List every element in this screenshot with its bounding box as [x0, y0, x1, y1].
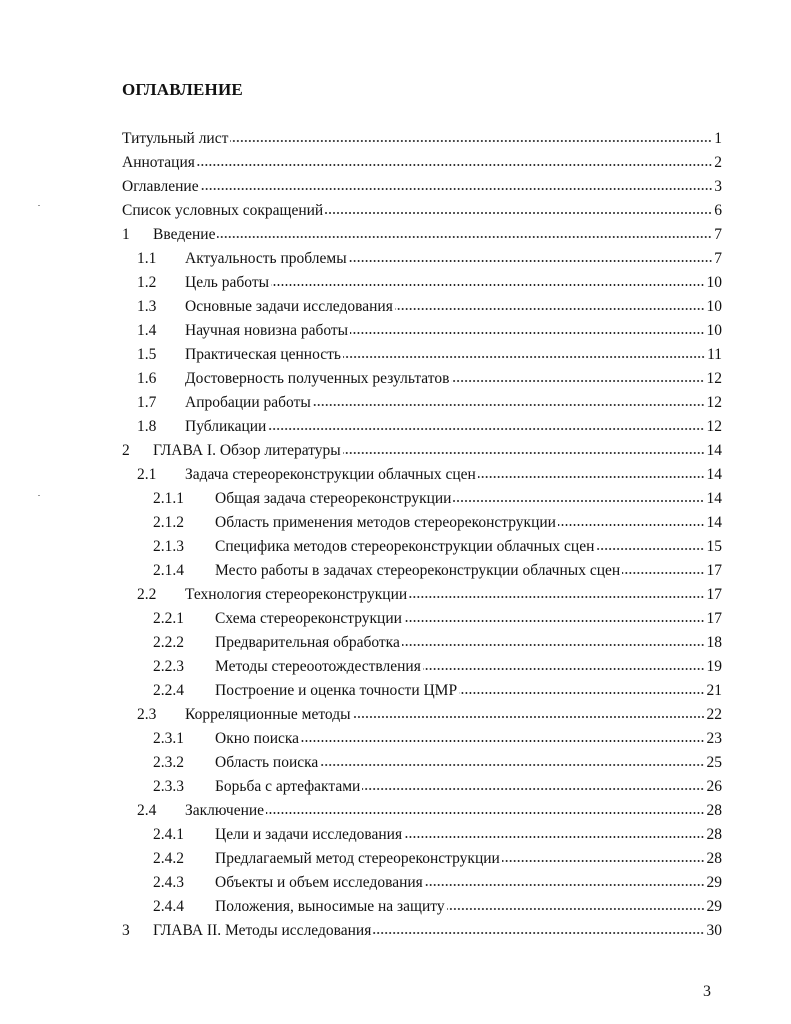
dotted-leader: [447, 908, 705, 910]
dotted-leader: [343, 452, 705, 454]
toc-entry-number: 2.3.3: [153, 778, 184, 795]
toc-entry-title: Борьба с артефактами: [215, 778, 361, 795]
toc-entry-number: 1.2: [137, 274, 157, 291]
toc-entry-number: 2.1: [137, 466, 157, 483]
dotted-leader: [350, 332, 704, 334]
toc-entry-title: Положения, выносимые на защиту: [215, 898, 445, 915]
toc-entry: [122, 151, 722, 175]
toc-entry-title: Введение: [153, 226, 216, 243]
toc-entry: [122, 535, 722, 559]
toc-entry: [122, 847, 722, 871]
toc-entry-number: 2.1.3: [153, 538, 184, 555]
dotted-leader: [325, 212, 712, 214]
dotted-leader: [197, 164, 712, 166]
toc-entry-title: Технология стереореконструкции: [185, 586, 408, 603]
toc-entry-page: 25: [706, 754, 722, 771]
toc-entry-title: Методы стереоотождествления: [215, 658, 421, 675]
toc-entry-title: Актуальность проблемы: [185, 250, 347, 267]
toc-entry-page: 15: [706, 538, 722, 555]
toc-entry-number: 2.4.3: [153, 874, 184, 891]
toc-entry-number: 1: [122, 226, 130, 243]
toc-entry-title: Предлагаемый метод стереореконструкции: [215, 850, 500, 867]
toc-entry: [122, 823, 722, 847]
toc-entry-number: 1.8: [137, 418, 157, 435]
toc-entry: [122, 391, 722, 415]
toc-entry: [122, 415, 722, 439]
dotted-leader: [266, 812, 704, 814]
toc-entry-page: 28: [706, 850, 722, 867]
toc-entry-page: 14: [706, 490, 722, 507]
dotted-leader: [622, 572, 704, 574]
toc-entry-page: 14: [706, 514, 722, 531]
toc-entry-page: 17: [706, 610, 722, 627]
scan-speck: [38, 495, 40, 496]
toc-entry: [122, 127, 722, 151]
toc-entry-title: Место работы в задачах стереореконструкции облачных сцен: [215, 562, 621, 579]
toc-entry-title: Достоверность полученных результатов: [185, 370, 450, 387]
toc-entry: [122, 919, 722, 943]
toc-entry-page: 17: [706, 586, 722, 603]
toc-entry-title: Объекты и объем исследования: [215, 874, 423, 891]
dotted-leader: [268, 428, 704, 430]
dotted-leader: [478, 476, 705, 478]
toc-entry: [122, 247, 722, 271]
dotted-leader: [320, 764, 704, 766]
toc-entry: [122, 607, 722, 631]
toc-entry-page: 14: [706, 466, 722, 483]
dotted-leader: [217, 236, 712, 238]
dotted-leader: [453, 500, 704, 502]
dotted-leader: [409, 596, 704, 598]
toc-entry: [122, 271, 722, 295]
toc-entry-page: 14: [706, 442, 722, 459]
toc-entry: [122, 223, 722, 247]
toc-entry-title: Окно поиска: [215, 730, 300, 747]
dotted-leader: [395, 308, 705, 310]
dotted-leader: [402, 644, 705, 646]
toc-entry: [122, 199, 722, 223]
toc-entry-number: 3: [122, 922, 130, 939]
toc-entry-title: Практическая ценность: [185, 346, 341, 363]
toc-entry-number: 1.7: [137, 394, 157, 411]
toc-entry: [122, 751, 722, 775]
dotted-leader: [596, 548, 704, 550]
toc-entry: [122, 367, 722, 391]
toc-entry-number: 2.2.2: [153, 634, 184, 651]
toc-entry: [122, 871, 722, 895]
dotted-leader: [373, 932, 704, 934]
toc-entry-page: 23: [706, 730, 722, 747]
toc-entry-title: Задача стереореконструкции облачных сцен: [185, 466, 476, 483]
dotted-leader: [349, 260, 713, 262]
toc-entry-title: Оглавление: [122, 178, 199, 195]
toc-entry: [122, 295, 722, 319]
toc-entry-page: 2: [714, 154, 722, 171]
toc-entry-number: 2.2.1: [153, 610, 184, 627]
toc-entry-page: 17: [706, 562, 722, 579]
toc-entry-page: 11: [707, 346, 722, 363]
toc-entry-title: Основные задачи исследования: [185, 298, 393, 315]
toc-entry-page: 29: [706, 874, 722, 891]
toc-entry-number: 1.6: [137, 370, 157, 387]
toc-heading: ОГЛАВЛЕНИЕ: [122, 80, 243, 99]
toc-entry: [122, 487, 722, 511]
toc-entry-number: 2: [122, 442, 130, 459]
toc-entry-title: Научная новизна работы: [185, 322, 349, 339]
toc-entry-number: 2.2.4: [153, 682, 184, 699]
toc-entry-number: 1.5: [137, 346, 157, 363]
dotted-leader: [558, 524, 705, 526]
toc-entry-title: Цели и задачи исследования: [215, 826, 403, 843]
toc-entry-number: 2.4.4: [153, 898, 184, 915]
toc-entry-title: Область применения методов стереореконструкции: [215, 514, 556, 531]
toc-entry: [122, 895, 722, 919]
toc-entry-title: Построение и оценка точности ЦМР: [215, 682, 458, 699]
toc-entry-page: 3: [714, 178, 722, 195]
page-number: 3: [703, 983, 711, 1000]
toc-entry-title: Схема стереореконструкции: [215, 610, 402, 627]
toc-entry-number: 2.4.2: [153, 850, 184, 867]
toc-entry: [122, 679, 722, 703]
dotted-leader: [404, 836, 704, 838]
toc-entry-number: 2.3: [137, 706, 157, 723]
dotted-leader: [362, 788, 704, 790]
toc-entry-number: 1.4: [137, 322, 157, 339]
toc-entry: [122, 439, 722, 463]
toc-entry-title: Заключение: [185, 802, 265, 819]
dotted-leader: [353, 716, 705, 718]
toc-entry-number: 2.1.1: [153, 490, 184, 507]
toc-entry-page: 10: [706, 298, 722, 315]
toc-entry: [122, 799, 722, 823]
toc-entry: [122, 343, 722, 367]
dotted-leader: [201, 188, 713, 190]
dotted-leader: [301, 740, 704, 742]
scan-speck: [38, 205, 40, 206]
toc-entry-title: Список условных сокращений: [122, 202, 324, 219]
toc-entry-title: Предварительная обработка: [215, 634, 400, 651]
toc-entry: [122, 511, 722, 535]
toc-entry: [122, 319, 722, 343]
toc-entry-page: 1: [714, 130, 722, 147]
toc-entry-title: Аннотация: [122, 154, 195, 171]
toc-entry-title: Корреляционные методы: [185, 706, 351, 723]
dotted-leader: [271, 284, 704, 286]
dotted-leader: [502, 860, 705, 862]
toc-entry-page: 26: [706, 778, 722, 795]
toc-entry-page: 29: [706, 898, 722, 915]
toc-entry-page: 10: [706, 322, 722, 339]
toc-entry-number: 2.1.4: [153, 562, 184, 579]
dotted-leader: [459, 692, 704, 694]
toc-entry-number: 2.3.1: [153, 730, 184, 747]
toc-entry-page: 18: [706, 634, 722, 651]
toc-entry-title: ГЛАВА II. Методы исследования: [153, 922, 372, 939]
toc-entry: [122, 175, 722, 199]
toc-entry-number: 1.1: [137, 250, 157, 267]
toc-entry-page: 7: [714, 250, 722, 267]
toc-entry-number: 2.3.2: [153, 754, 184, 771]
toc-entry-title: Специфика методов стереореконструкции облачных сцен: [215, 538, 595, 555]
toc-entry-page: 6: [714, 202, 722, 219]
toc-entry-title: ГЛАВА I. Обзор литературы: [153, 442, 341, 459]
toc-entry-number: 2.4: [137, 802, 157, 819]
toc-entry-title: Апробации работы: [185, 394, 311, 411]
toc-entry-number: 2.4.1: [153, 826, 184, 843]
dotted-leader: [230, 140, 712, 142]
toc-entry: [122, 727, 722, 751]
dotted-leader: [404, 620, 705, 622]
dotted-leader: [313, 404, 705, 406]
toc-entry-page: 12: [706, 418, 722, 435]
toc-entry: [122, 703, 722, 727]
dotted-leader: [425, 884, 705, 886]
dotted-leader: [423, 668, 705, 670]
toc-entry-number: 2.1.2: [153, 514, 184, 531]
toc-entry: [122, 559, 722, 583]
toc-entry-title: Область поиска: [215, 754, 319, 771]
table-of-contents: [122, 127, 722, 943]
toc-entry-title: Общая задача стереореконструкции: [215, 490, 452, 507]
toc-entry-page: 12: [706, 370, 722, 387]
toc-entry-title: Цель работы: [185, 274, 270, 291]
toc-entry-number: 2.2: [137, 586, 157, 603]
toc-entry-page: 7: [714, 226, 722, 243]
dotted-leader: [343, 356, 705, 358]
toc-entry-title: Публикации: [185, 418, 267, 435]
toc-entry-page: 22: [706, 706, 722, 723]
toc-entry: [122, 631, 722, 655]
toc-entry-page: 30: [706, 922, 722, 939]
toc-entry-page: 21: [706, 682, 722, 699]
toc-entry: [122, 655, 722, 679]
toc-entry-page: 12: [706, 394, 722, 411]
toc-entry-number: 2.2.3: [153, 658, 184, 675]
toc-entry-page: 28: [706, 826, 722, 843]
dotted-leader: [451, 380, 704, 382]
toc-entry-page: 28: [706, 802, 722, 819]
toc-entry-title: Титульный лист: [122, 130, 229, 147]
toc-entry: [122, 583, 722, 607]
toc-entry: [122, 775, 722, 799]
toc-entry: [122, 463, 722, 487]
toc-entry-number: 1.3: [137, 298, 157, 315]
toc-entry-page: 19: [706, 658, 722, 675]
toc-entry-page: 10: [706, 274, 722, 291]
